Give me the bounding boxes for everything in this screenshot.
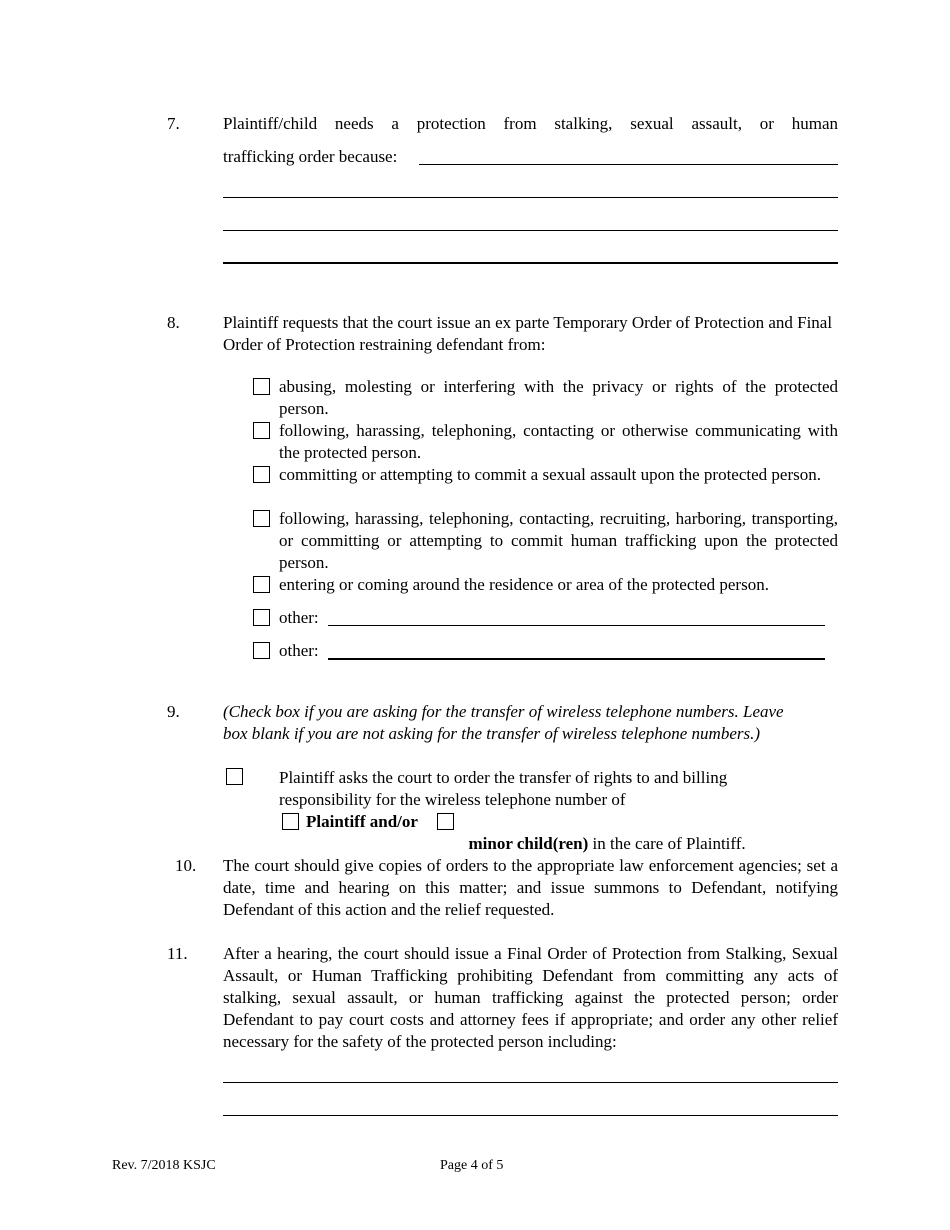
option-sexual-assault-text: committing or attempting to commit a sexual assault upon the protected person.	[279, 465, 821, 484]
section-7-number: 7.	[167, 114, 180, 133]
option-other-1-label: other:	[279, 608, 319, 627]
option-abusing-text: abusing, molesting or interfering with the privacy or rights of the protected person.	[279, 377, 838, 418]
section-8-number: 8.	[167, 313, 180, 332]
section-9-instruction: (Check box if you are asking for the transfer of wireless telephone numbers. Leave box blank if you are not asking for the transfer of wireless telephone numbers.)	[223, 702, 784, 743]
wireless-transfer-checkbox[interactable]	[226, 768, 243, 785]
option-sexual-assault-checkbox[interactable]	[253, 466, 270, 483]
minor-children-line	[460, 811, 746, 855]
option-residence-text: entering or coming around the residence or area of the protected person.	[279, 575, 769, 594]
section-7-reason-line-3[interactable]	[223, 230, 838, 231]
section-11-text: After a hearing, the court should issue a Final Order of Protection from Stalking, Sexual Assault, or Human Trafficking prohibiting Defendant from committing any acts of stalking, sexual assault, or human trafficking against the protected person; order Defendant to pay court costs and attorney fees if appropriate; and order any other relief necessary for the safety of the protected person including:	[223, 944, 838, 1051]
section-10-text: The court should give copies of orders to the appropriate law enforcement agencies; set a date, time and hearing on this matter; and issue summons to Defendant, notifying Defendant of this action and the relief requested.	[223, 856, 838, 919]
section-10-number: 10.	[175, 856, 197, 875]
option-residence-checkbox[interactable]	[253, 576, 270, 593]
option-communicating-checkbox[interactable]	[253, 422, 270, 439]
section-7-text-line2: trafficking order because:	[223, 147, 398, 166]
option-other-2-label: other:	[279, 641, 319, 660]
section-11-relief-line-2[interactable]	[223, 1115, 838, 1116]
plaintiff-checkbox[interactable]	[282, 813, 299, 830]
section-7-reason-line-2[interactable]	[223, 197, 838, 198]
footer-revision: Rev. 7/2018 KSJC	[112, 1158, 216, 1173]
section-11-relief-line-1[interactable]	[223, 1082, 838, 1083]
option-other-2-checkbox[interactable]	[253, 642, 270, 659]
section-8-text: Plaintiff requests that the court issue an ex parte Temporary Order of Protection and Final Order of Protection restraining defendant from:	[223, 313, 833, 354]
section-7-reason-line-1[interactable]	[419, 164, 838, 165]
minor-children-checkbox[interactable]	[437, 813, 454, 830]
section-7-text-line1: Plaintiff/child needs a protection from stalking, sexual assault, or human	[223, 114, 838, 133]
wireless-request-line1: Plaintiff asks the court to order the transfer of rights to and billing	[279, 768, 728, 787]
option-abusing-checkbox[interactable]	[253, 378, 270, 395]
option-trafficking-checkbox[interactable]	[253, 510, 270, 527]
section-9-number: 9.	[167, 702, 180, 721]
plaintiff-label: Plaintiff and/or	[306, 812, 418, 831]
minor-children-label: minor child(ren)	[468, 834, 589, 853]
wireless-request-line2: responsibility for the wireless telephone number of	[279, 790, 626, 809]
option-other-1-checkbox[interactable]	[253, 609, 270, 626]
option-trafficking-text: following, harassing, telephoning, contacting, recruiting, harboring, transporting, or committing or attempting to commit human trafficking upon the protected person.	[279, 509, 838, 572]
section-7-reason-line-4[interactable]	[223, 262, 838, 264]
section-11-number: 11.	[167, 944, 188, 963]
option-other-1-line[interactable]	[328, 625, 825, 626]
minor-children-suffix: in the care of Plaintiff.	[588, 834, 746, 853]
footer-page-number: Page 4 of 5	[440, 1158, 504, 1173]
option-communicating-text: following, harassing, telephoning, contacting or otherwise communicating with the protected person.	[279, 421, 838, 462]
option-other-2-line[interactable]	[328, 658, 825, 660]
